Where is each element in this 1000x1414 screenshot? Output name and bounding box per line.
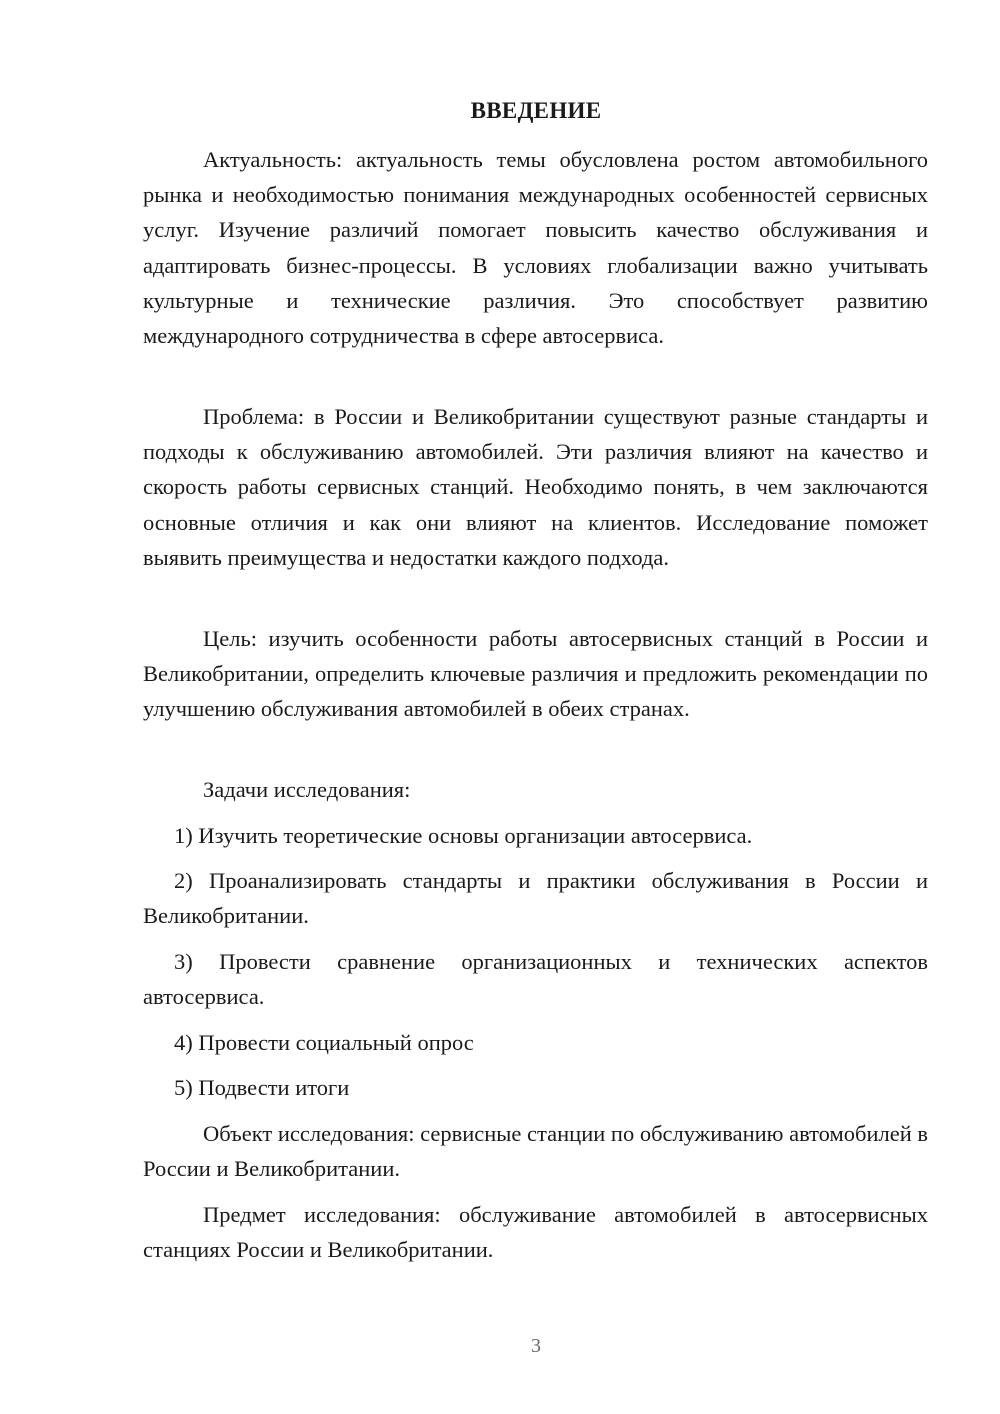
page-number: 3 — [531, 1335, 541, 1357]
problem-paragraph: Проблема: в России и Великобритании существуют разные стандарты и подходы к обслуживанию автомобилей. Эти различия влияют на качество и скорость работы сервисных станций. Необходимо понять, в чем заключаются основные отличия и как они влияют на клиентов. Исследование поможет выявить преимущества и недостатки каждого подхода. — [143, 404, 928, 570]
task-item-2: 2) Проанализировать стандарты и практики обслуживания в России и Великобритании. — [143, 868, 928, 929]
object-paragraph: Объект исследования: сервисные станции по обслуживанию автомобилей в России и Великобритании. — [143, 1121, 928, 1182]
task-item-3: 3) Провести сравнение организационных и технических аспектов автосервиса. — [143, 949, 928, 1010]
tasks-title: Задачи исследования: — [203, 777, 411, 802]
subject-paragraph: Предмет исследования: обслуживание автомобилей в автосервисных станциях России и Великобритании. — [143, 1202, 928, 1263]
task-item-4: 4) Провести социальный опрос — [174, 1030, 474, 1055]
section-heading: ВВЕДЕНИЕ — [470, 98, 602, 123]
task-item-1: 1) Изучить теоретические основы организации автосервиса. — [174, 823, 753, 848]
task-item-5: 5) Подвести итоги — [174, 1075, 350, 1100]
relevance-paragraph: Актуальность: актуальность темы обусловлена ростом автомобильного рынка и необходимостью понимания международных особенностей сервисных услуг. Изучение различий помогает повысить качество обслуживания и адаптировать бизнес-процессы. В условиях глобализации важно учитывать культурные и технические различия. Это способствует развитию международного сотрудничества в сфере автосервиса. — [143, 147, 928, 349]
goal-paragraph: Цель: изучить особенности работы автосервисных станций в России и Великобритании, определить ключевые различия и предложить рекомендации по улучшению обслуживания автомобилей в обеих странах. — [143, 626, 928, 722]
